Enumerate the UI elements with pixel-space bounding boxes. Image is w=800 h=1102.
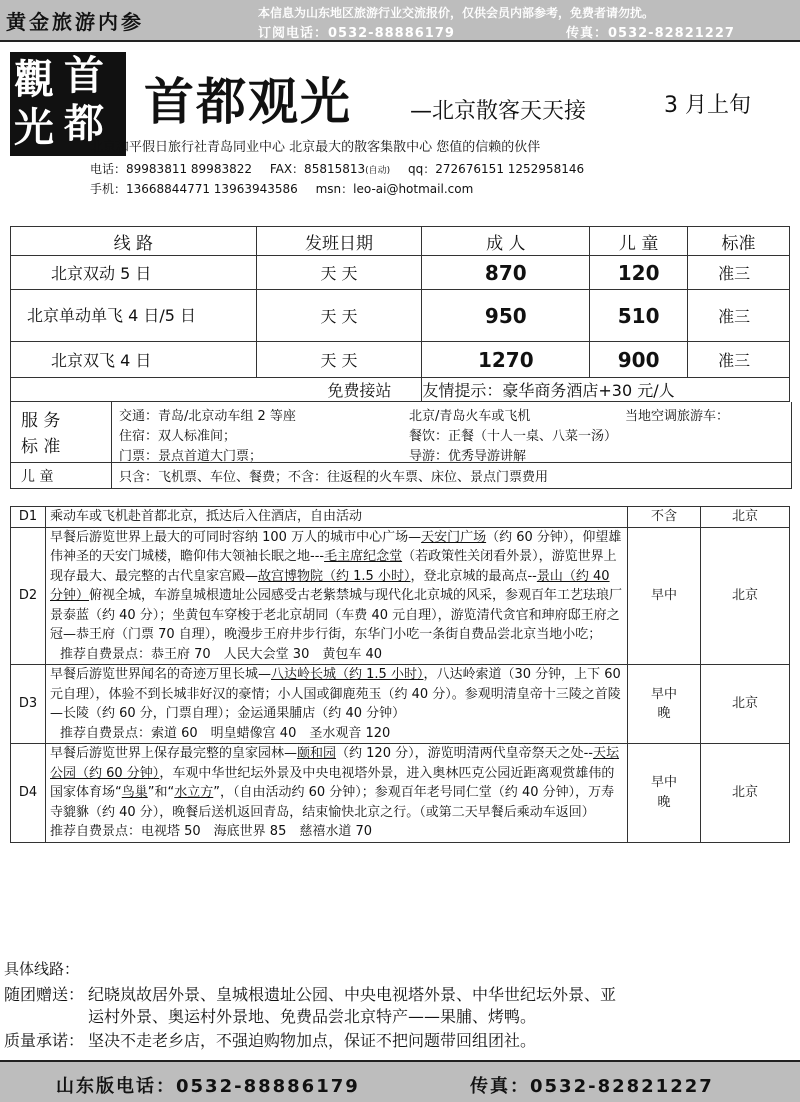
contact-line-1 <box>90 160 598 177</box>
route-heading: 具体线路： <box>4 960 80 978</box>
schedule: 天 天 <box>256 342 422 378</box>
day-label: D1 <box>11 507 46 528</box>
friendly-tip: 友情提示：豪华商务酒店+30 元/人 <box>422 378 790 402</box>
col-adult: 成 人 <box>422 227 590 256</box>
tickets: 门票：景点首道大门票； <box>119 449 263 464</box>
quality-promise: 坚决不走老乡店，不强迫购物加点，保证不把问题带回组团社。 <box>88 1031 537 1050</box>
overnight-city: 北京 <box>701 507 790 528</box>
mobile-numbers: 手机：13668844771 13963943586 <box>90 182 298 196</box>
logo-char-2: 首 <box>64 52 104 99</box>
overnight-city: 北京 <box>701 665 790 744</box>
page-title: 首都观光 <box>144 72 352 131</box>
transport-return: 北京/青岛火车或飞机 <box>409 409 531 424</box>
col-child: 儿 童 <box>590 227 688 256</box>
day-label: D3 <box>11 665 46 744</box>
recommended-extras: 推荐自费景点：索道 60 明皇蜡像宫 40 圣水观音 120 <box>60 725 391 741</box>
adult-price: 1270 <box>422 342 590 378</box>
gift-line-1: 纪晓岚故居外景、皇城根遗址公园、中央电视塔外景、中华世纪坛外景、亚 <box>88 985 617 1004</box>
route-name: 北京双飞 4 日 <box>11 342 257 378</box>
hotel: 住宿：双人标准间； <box>119 429 237 444</box>
standard: 准三 <box>688 342 790 378</box>
logo-char-4: 都 <box>64 100 104 147</box>
itinerary-row <box>11 744 790 843</box>
price-row <box>11 256 790 290</box>
adult-price: 950 <box>422 290 590 342</box>
price-header-row <box>11 227 790 256</box>
day-description: 乘动车或飞机赴首都北京，抵达后入住酒店，自由活动 <box>46 507 628 528</box>
fax-number: FAX：85815813(自动) <box>269 162 391 176</box>
child-label: 儿 童 <box>21 469 54 485</box>
msn-address: msn：leo-ai@hotmail.com <box>315 182 474 196</box>
qq-numbers: qq：272676151 1252958146 <box>408 162 585 176</box>
col-schedule: 发班日期 <box>256 227 422 256</box>
service-standards <box>10 402 792 489</box>
schedule: 天 天 <box>256 290 422 342</box>
overnight-city: 北京 <box>701 527 790 665</box>
price-row <box>11 342 790 378</box>
logo-char-1: 觀 <box>14 56 54 103</box>
itinerary-row <box>11 665 790 744</box>
itinerary-table <box>10 506 790 843</box>
adult-price: 870 <box>422 256 590 290</box>
period-label: 3 月上旬 <box>664 93 751 118</box>
child-policy: 只含：飞机票、车位、餐费；不含：往返程的火车票、床位、景点门票费用 <box>119 470 549 485</box>
overnight-city: 北京 <box>701 744 790 843</box>
day-label: D4 <box>11 744 46 843</box>
service-label-1: 服 务 <box>21 411 61 431</box>
price-table <box>10 226 790 402</box>
logo-char-3: 光 <box>14 104 54 151</box>
gift-label: 随团赠送： <box>4 985 85 1004</box>
recommended-extras: 推荐自费景点：恭王府 70 人民大会堂 30 黄包车 40 <box>60 646 383 662</box>
page-subtitle: —北京散客天天接 <box>410 99 587 124</box>
phones: 电话：89983811 89983822 <box>90 162 252 176</box>
header-fax: 传真：0532-82821227 <box>566 26 735 41</box>
child-price: 900 <box>590 342 688 378</box>
standard: 准三 <box>688 256 790 290</box>
footer-phone: 山东版电话：0532-88886179 <box>56 1076 360 1097</box>
gift-line-2: 运村外景、奥运村外景地、免费品尝北京特产——果脯、烤鸭。 <box>88 1007 537 1026</box>
day-description: 早餐后游览世界闻名的奇迹万里长城—八达岭长城（约 1.5 小时），八达岭索道（30 分钟，上下 60 元自理），体验不到长城非好汉的豪情；小人国或御鹿苑玉（约 40 分）。参观明清皇帝十三陵之首陵—长陵（约 60 分，门票自理）；金运通果脯店（约 40 分钟） 推荐自费景点：索道 60 明皇蜡像宫 40 圣水观音 120 <box>46 665 628 744</box>
free-pickup: 免费接站 <box>11 378 422 402</box>
price-row <box>11 290 790 342</box>
promise-label: 质量承诺： <box>4 1031 85 1050</box>
meals: 餐饮：正餐（十人一桌、八菜一汤） <box>409 429 618 444</box>
brand-title: 黄金旅游内参 <box>6 10 144 34</box>
child-divider <box>11 462 791 463</box>
pickup-row <box>11 378 790 402</box>
subscribe-phone: 订阅电话：0532-88886179 <box>258 26 455 41</box>
contact-line-2 <box>90 180 487 197</box>
itinerary-row <box>11 527 790 665</box>
meals: 早中 <box>628 527 701 665</box>
footer-fax: 传真：0532-82821227 <box>470 1076 714 1097</box>
recommended-extras: 推荐自费景点：电视塔 50 海底世界 85 慈禧水道 70 <box>50 824 373 839</box>
route-name: 北京双动 5 日 <box>11 256 257 290</box>
standard: 准三 <box>688 290 790 342</box>
child-price: 120 <box>590 256 688 290</box>
itinerary-row <box>11 507 790 528</box>
col-route: 线 路 <box>11 227 257 256</box>
header-notice: 本信息为山东地区旅游行业交流报价，仅供会员内部参考，免费者请勿扰。 <box>258 6 655 20</box>
meals: 早中 晚 <box>628 665 701 744</box>
route-name: 北京单动单飞 4 日/5 日 <box>11 290 257 342</box>
col-standard: 标准 <box>688 227 790 256</box>
day-description: 早餐后游览世界上最大的可同时容纳 100 万人的城市中心广场—天安门广场（约 60 分钟），仰望雄伟神圣的天安门城楼，瞻仰伟大领袖长眠之地---毛主席纪念堂（若政策性关闭看外景），游览世界上现存最大、最完整的古代皇家宫殿—故宫博物院（约 1.5 小时），登北京城的最高点--景山（约 40 分钟）俯视全城，车游皇城根遗址公园感受古老紫禁城与现代化北京城的风采，参观百年工艺珐琅厂景泰蓝（约 40 分）；坐黄包车穿梭于老北京胡同（车费 40 元自理），游览清代贪官和珅府邸王府之冠—恭王府（门票 70 自理），晚漫步王府井步行街，东华门小吃一条街自费品尝北京当地小吃； 推荐自费景点：恭王府 70 人民大会堂 30 黄包车 40 <box>46 527 628 665</box>
guide: 导游：优秀导游讲解 <box>409 449 527 464</box>
meals: 不含 <box>628 507 701 528</box>
agency-tagline: 北京和平假日旅行社青岛同业中心 北京最大的散客集散中心 您值的信赖的伙伴 <box>90 140 541 155</box>
local-bus: 当地空调旅游车： <box>625 409 730 424</box>
schedule: 天 天 <box>256 256 422 290</box>
service-label-2: 标 准 <box>21 437 61 457</box>
day-label: D2 <box>11 527 46 665</box>
day-description: 早餐后游览世界上保存最完整的皇家园林—颐和园（约 120 分），游览明清两代皇帝祭天之处--天坛公园（约 60 分钟），车观中华世纪坛外景及中央电视塔外景，进入奥林匹克公园近距离观赏雄伟的国家体育场“鸟巢”和“水立方”，（自由活动约 60 分钟）；参观百年老号同仁堂（约 40 分钟），万寿寺貔貅（约 40 分），晚餐后送机返回青岛，结束愉快北京之行。（或第二天早餐后乘动车返回） 推荐自费景点：电视塔 50 海底世界 85 慈禧水道 70 <box>46 744 628 843</box>
meals: 早中 晚 <box>628 744 701 843</box>
transport: 交通：青岛/北京动车组 2 等座 <box>119 409 296 424</box>
child-price: 510 <box>590 290 688 342</box>
